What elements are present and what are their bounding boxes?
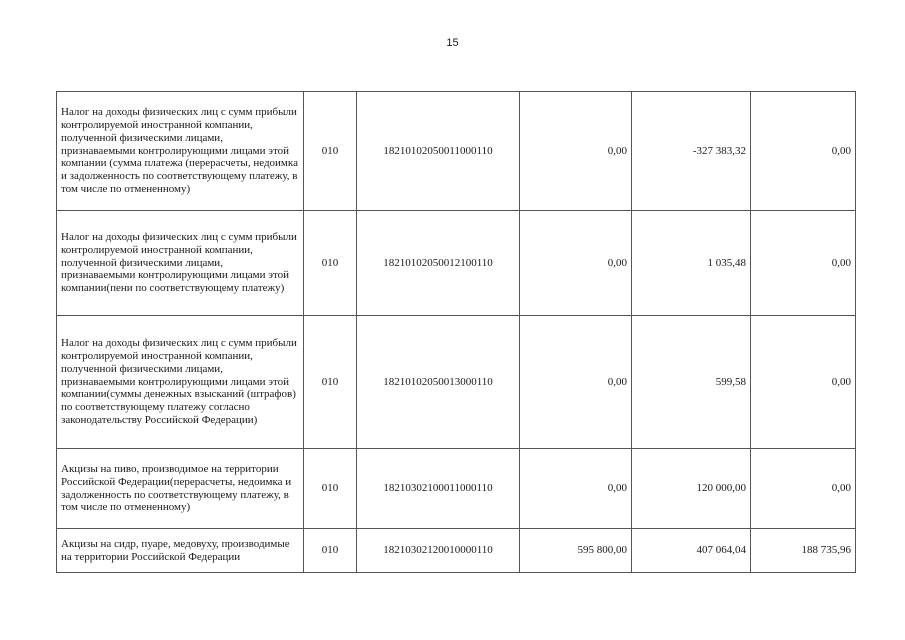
row-value1-cell: 0,00 <box>520 92 632 211</box>
table-row <box>57 211 856 316</box>
row-value1-cell: 595 800,00 <box>520 529 632 573</box>
row-value3-cell: 0,00 <box>751 92 856 211</box>
row-value1-cell: 0,00 <box>520 449 632 529</box>
row-value2-cell: 1 035,48 <box>632 211 751 316</box>
row-name-cell: Акцизы на пиво, производимое на территории Российской Федерации(перерасчеты, недоимка и задолженность по соответствующему платежу, в том числе по отмененному) <box>57 449 304 529</box>
row-value2-cell: 407 064,04 <box>632 529 751 573</box>
row-name-cell: Акцизы на сидр, пуаре, медовуху, производимые на территории Российской Федерации <box>57 529 304 573</box>
page-number: 15 <box>446 37 459 49</box>
row-value3-cell: 0,00 <box>751 316 856 449</box>
table-row <box>57 529 856 573</box>
row-value1-cell: 0,00 <box>520 211 632 316</box>
table-row <box>57 92 856 211</box>
row-code-cell: 010 <box>304 316 357 449</box>
row-code-cell: 010 <box>304 529 357 573</box>
row-kbk-cell: 18210302100011000110 <box>357 449 520 529</box>
row-value1-cell: 0,00 <box>520 316 632 449</box>
row-code-cell: 010 <box>304 449 357 529</box>
row-code-cell: 010 <box>304 92 357 211</box>
row-kbk-cell: 18210102050013000110 <box>357 316 520 449</box>
row-kbk-cell: 18210302120010000110 <box>357 529 520 573</box>
row-name-cell: Налог на доходы физических лиц с сумм прибыли контролируемой иностранной компании, полученной физическими лицами, признаваемыми контролирующими лицами этой компании (сумма платежа (перерасчеты, недоимка и задолженность по соответствующему платежу, в том числе по отмененному) <box>57 92 304 211</box>
table-row <box>57 449 856 529</box>
row-code-cell: 010 <box>304 211 357 316</box>
row-kbk-cell: 18210102050011000110 <box>357 92 520 211</box>
row-value3-cell: 0,00 <box>751 211 856 316</box>
row-value3-cell: 0,00 <box>751 449 856 529</box>
table-row <box>57 316 856 449</box>
row-value2-cell: 120 000,00 <box>632 449 751 529</box>
row-kbk-cell: 18210102050012100110 <box>357 211 520 316</box>
row-value2-cell: 599,58 <box>632 316 751 449</box>
row-name-cell: Налог на доходы физических лиц с сумм прибыли контролируемой иностранной компании, полученной физическими лицами, признаваемыми контролирующими лицами этой компании(суммы денежных взысканий (штрафов) по соответствующему платежу согласно законодательству Российской Федерации) <box>57 316 304 449</box>
revenue-table <box>56 91 856 573</box>
row-value3-cell: 188 735,96 <box>751 529 856 573</box>
row-value2-cell: -327 383,32 <box>632 92 751 211</box>
row-name-cell: Налог на доходы физических лиц с сумм прибыли контролируемой иностранной компании, полученной физическими лицами, признаваемыми контролирующими лицами этой компании(пени по соответствующему платежу) <box>57 211 304 316</box>
